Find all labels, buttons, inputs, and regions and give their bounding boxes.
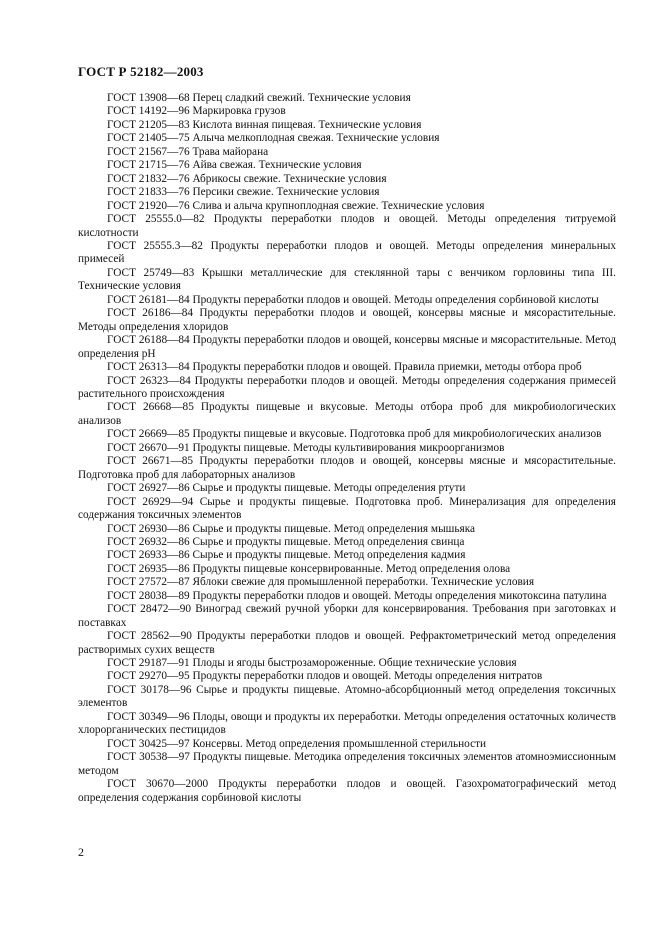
reference-entry: ГОСТ 21715—76 Айва свежая. Технические условия: [107, 159, 362, 172]
reference-entry: ГОСТ 30538—97 Продукты пищевые. Методика определения токсичных элементов атомноэмиссионным методом: [78, 751, 616, 777]
reference-entry: ГОСТ 26929—94 Сырье и продукты пищевые. Подготовка проб. Минерализация для определения содержания токсичных элементов: [78, 495, 616, 522]
reference-entry: ГОСТ 14192—96 Маркировка грузов: [107, 105, 286, 118]
reference-entry: ГОСТ 21405—75 Алыча мелкоплодная свежая. Технические условия: [107, 132, 440, 145]
normative-references-list: [78, 92, 616, 805]
reference-entry: ГОСТ 25555.0—82 Продукты переработки плодов и овощей. Методы определения титруемой кислотности: [78, 213, 616, 239]
reference-entry: ГОСТ 21205—83 Кислота винная пищевая. Технические условия: [107, 118, 422, 131]
reference-entry: ГОСТ 26935—86 Продукты пищевые консервированные. Метод определения олова: [107, 562, 511, 575]
reference-entry: ГОСТ 30670—2000 Продукты переработки плодов и овощей. Газохроматографический метод определения содержания сорбиновой кислоты: [78, 778, 616, 804]
reference-entry: ГОСТ 25749—83 Крышки металлические для стеклянной тары с венчиком горловины типа III. Технические условия: [78, 266, 616, 293]
reference-entry: ГОСТ 21833—76 Персики свежие. Технические условия: [107, 186, 380, 199]
page-number: 2: [78, 845, 84, 859]
reference-entry: ГОСТ 21832—76 Абрикосы свежие. Технические условия: [107, 172, 387, 185]
document-header-title: ГОСТ Р 52182—2003: [78, 64, 204, 79]
reference-entry: ГОСТ 26181—84 Продукты переработки плодов и овощей. Методы определения сорбиновой кислоты: [107, 293, 599, 306]
reference-entry: ГОСТ 26188—84 Продукты переработки плодов и овощей, консервы мясные и мясорастительные. Метод определения pH: [78, 334, 616, 360]
reference-entry: ГОСТ 26670—91 Продукты пищевые. Методы культивирования микроорганизмов: [107, 441, 505, 454]
reference-entry: ГОСТ 26186—84 Продукты переработки плодов и овощей, консервы мясные и мясорастительные. Методы определения хлоридов: [78, 307, 616, 333]
reference-entry: ГОСТ 26932—86 Сырье и продукты пищевые. Метод определения свинца: [107, 535, 465, 548]
reference-entry: ГОСТ 29187—91 Плоды и ягоды быстрозамороженные. Общие технические условия: [107, 657, 517, 670]
reference-entry: ГОСТ 26323—84 Продукты переработки плодов и овощей. Методы определения содержания примесей растительного происхождения: [78, 374, 616, 400]
reference-entry: ГОСТ 26933—86 Сырье и продукты пищевые. Метод определения кадмия: [107, 549, 466, 562]
reference-entry: ГОСТ 26927—86 Сырье и продукты пищевые. Методы определения ртути: [107, 482, 466, 495]
reference-entry: ГОСТ 26669—85 Продукты пищевые и вкусовые. Подготовка проб для микробиологических анализов: [107, 428, 602, 441]
reference-entry: ГОСТ 27572—87 Яблоки свежие для промышленной переработки. Технические условия: [107, 576, 535, 589]
reference-entry: ГОСТ 26671—85 Продукты переработки плодов и овощей, консервы мясные и мясорастительные. Подготовка проб для лабораторных анализов: [78, 455, 616, 481]
reference-entry: ГОСТ 28038—89 Продукты переработки плодов и овощей. Методы определения микотоксина патулина: [107, 589, 607, 602]
reference-entry: ГОСТ 29270—95 Продукты переработки плодов и овощей. Методы определения нитратов: [107, 670, 543, 683]
reference-entry: ГОСТ 21920—76 Слива и алыча крупноплодная свежие. Технические условия: [107, 199, 485, 212]
reference-entry: ГОСТ 28472—90 Виноград свежий ручной уборки для консервирования. Требования при заготовках и поставках: [78, 603, 616, 629]
reference-entry: ГОСТ 13908—68 Перец сладкий свежий. Технические условия: [107, 92, 411, 104]
reference-entry: ГОСТ 30178—96 Сырье и продукты пищевые. Атомно-абсорбционный метод определения токсичных элементов: [78, 683, 616, 710]
reference-entry: ГОСТ 25555.3—82 Продукты переработки плодов и овощей. Методы определения минеральных примесей: [78, 239, 616, 266]
reference-entry: ГОСТ 26313—84 Продукты переработки плодов и овощей. Правила приемки, методы отбора проб: [107, 361, 582, 374]
reference-entry: ГОСТ 26930—86 Сырье и продукты пищевые. Метод определения мышьяка: [107, 522, 476, 535]
reference-entry: ГОСТ 26668—85 Продукты пищевые и вкусовые. Методы отбора проб для микробиологических анализов: [78, 401, 616, 427]
reference-entry: ГОСТ 21567—76 Трава майорана: [107, 145, 269, 158]
reference-entry: ГОСТ 30425—97 Консервы. Метод определения промышленной стерильности: [107, 737, 487, 750]
reference-entry: ГОСТ 30349—96 Плоды, овощи и продукты их переработки. Методы определения остаточных количеств хлорорганических пестицидов: [78, 710, 616, 737]
reference-entry: ГОСТ 28562—90 Продукты переработки плодов и овощей. Рефрактометрический метод определения растворимых сухих веществ: [78, 630, 616, 656]
